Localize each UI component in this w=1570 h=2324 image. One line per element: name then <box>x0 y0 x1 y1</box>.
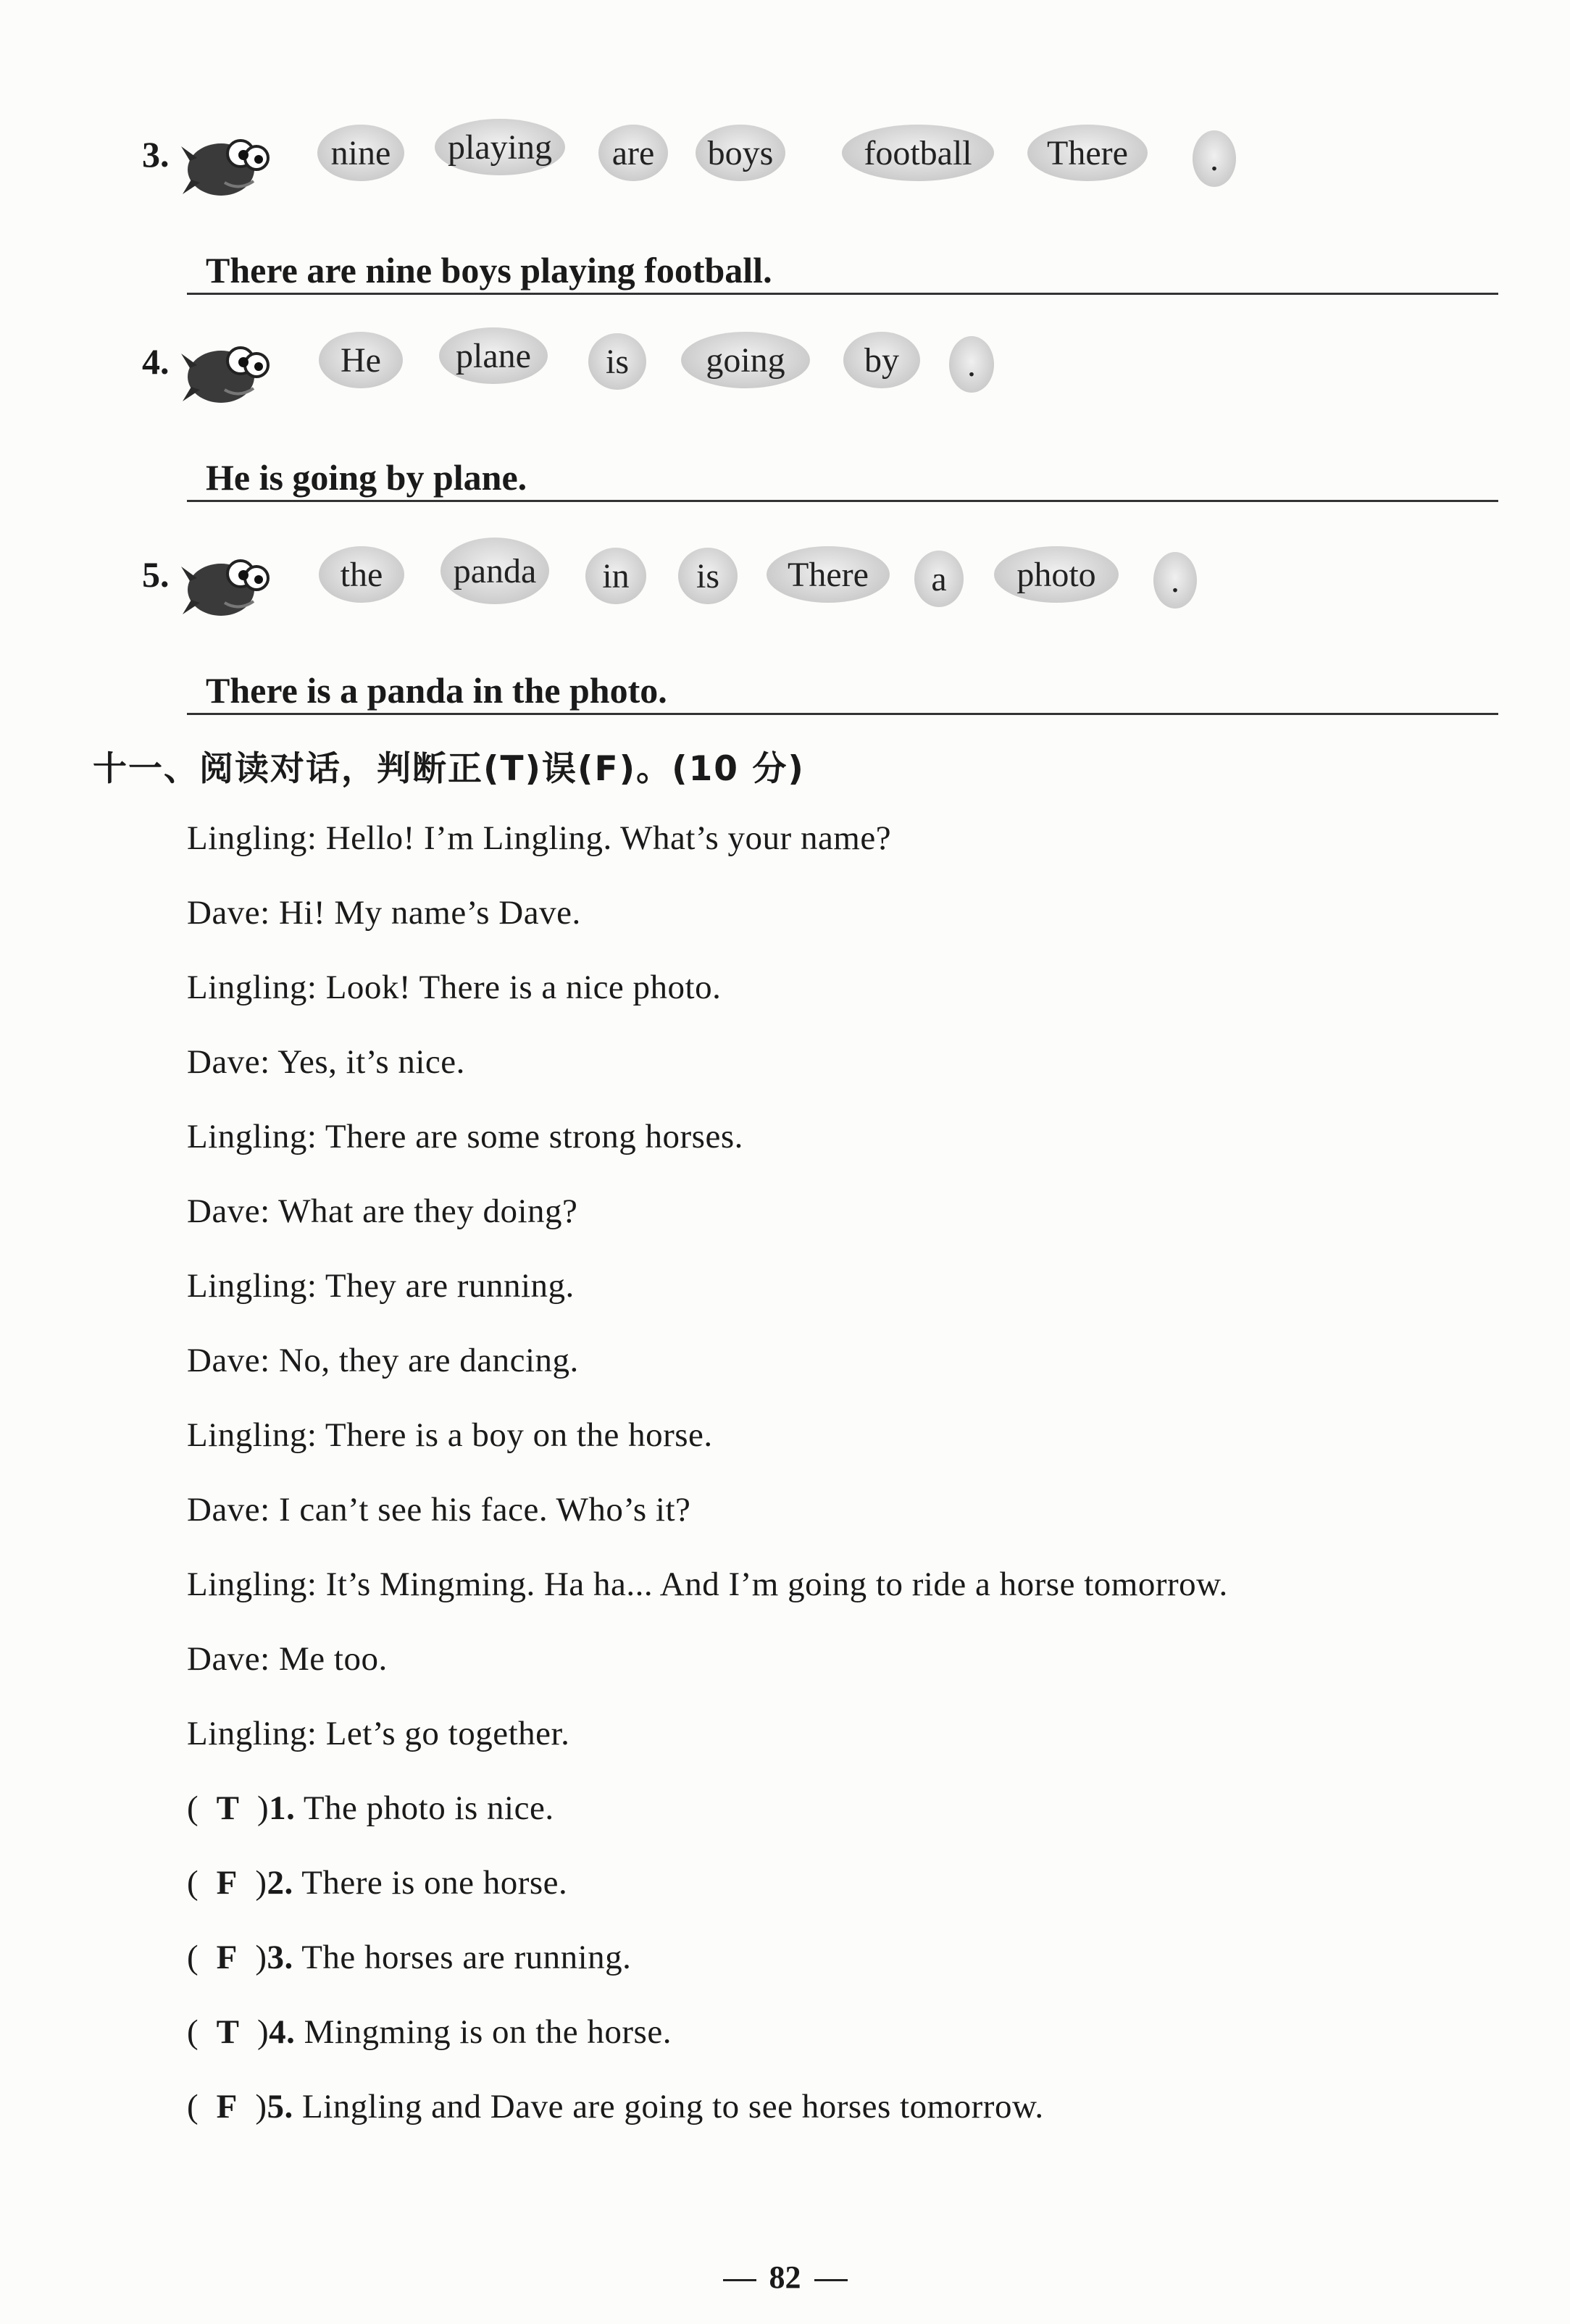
word-chip: in <box>585 548 646 604</box>
judgement-text: The photo is nice. <box>303 1789 554 1827</box>
question-number: 5. <box>142 554 170 595</box>
judgement-text: The horses are running. <box>301 1939 632 1976</box>
dialogue-text: It’s Mingming. Ha ha... And I’m going to ride a horse tomorrow. <box>325 1566 1228 1603</box>
dialogue-text: There are some strong horses. <box>325 1118 743 1155</box>
judgement-item: ( F )2. There is one horse. <box>187 1864 568 1902</box>
judgement-text: Lingling and Dave are going to see horses tomorrow. <box>302 2088 1044 2126</box>
dialogue-line: Lingling: Hello! I’m Lingling. What’s your name? <box>187 819 892 857</box>
dialogue-line: Dave: No, they are dancing. <box>187 1342 579 1379</box>
answer-text: He is going by plane. <box>206 457 527 498</box>
section-heading: 十一、阅读对话，判断正(T)误(F)。(10 分) <box>93 749 805 789</box>
question-number: 4. <box>142 341 170 382</box>
judgement-number: 1. <box>269 1789 296 1827</box>
word-chip: There <box>767 546 890 603</box>
word-chip: plane <box>439 327 548 384</box>
word-chip: football <box>842 125 994 181</box>
dialogue-text: Me too. <box>278 1640 388 1678</box>
dialogue-line: Dave: Hi! My name’s Dave. <box>187 894 581 932</box>
answer-line <box>187 242 1498 295</box>
dialogue-line: Dave: What are they doing? <box>187 1192 578 1230</box>
speaker-name: Dave <box>187 1342 261 1379</box>
judgement-answer: F <box>216 1939 238 1976</box>
answer-line <box>187 449 1498 502</box>
judgement-item: ( T )4. Mingming is on the horse. <box>187 2013 672 2051</box>
answer-text: There are nine boys playing football. <box>206 250 772 290</box>
speaker-name: Lingling <box>187 1118 307 1155</box>
dialogue-text: What are they doing? <box>278 1192 578 1230</box>
judgement-item: ( T )1. The photo is nice. <box>187 1789 554 1827</box>
speaker-name: Lingling <box>187 1715 307 1752</box>
word-chip: the <box>319 546 404 603</box>
judgement-answer: T <box>216 1789 240 1827</box>
word-chip: There <box>1027 125 1148 181</box>
speaker-name: Lingling <box>187 1566 307 1603</box>
speaker-name: Dave <box>187 1640 261 1678</box>
dash-right <box>814 2279 848 2281</box>
speaker-name: Dave <box>187 1043 261 1081</box>
speaker-name: Lingling <box>187 1416 307 1454</box>
judgement-item: ( F )5. Lingling and Dave are going to see horses tomorrow. <box>187 2088 1044 2126</box>
speaker-name: Lingling <box>187 969 307 1006</box>
dialogue-text: Yes, it’s nice. <box>277 1043 465 1081</box>
word-chip: going <box>681 332 810 388</box>
judgement-answer: F <box>216 1864 238 1902</box>
speaker-name: Dave <box>187 1192 261 1230</box>
judgement-number: 3. <box>267 1939 293 1976</box>
judgement-number: 2. <box>267 1864 293 1902</box>
word-chip: . <box>1193 130 1236 187</box>
speaker-name: Dave <box>187 894 261 932</box>
dialogue-text: They are running. <box>325 1267 575 1305</box>
dialogue-text: Look! There is a nice photo. <box>325 969 722 1006</box>
judgement-item: ( F )3. The horses are running. <box>187 1939 632 1976</box>
speaker-name: Dave <box>187 1491 261 1529</box>
speaker-name: Lingling <box>187 819 307 857</box>
answer-line <box>187 662 1498 715</box>
word-chip: photo <box>994 546 1119 603</box>
dialogue-line: Dave: I can’t see his face. Who’s it? <box>187 1491 691 1529</box>
fish-mascot-icon <box>181 332 275 411</box>
judgement-text: There is one horse. <box>301 1864 568 1902</box>
dialogue-line: Lingling: They are running. <box>187 1267 575 1305</box>
speaker-name: Lingling <box>187 1267 307 1305</box>
dialogue-line: Lingling: Look! There is a nice photo. <box>187 969 722 1006</box>
word-chip: a <box>914 551 964 607</box>
word-chip: playing <box>435 119 565 175</box>
dialogue-text: Hi! My name’s Dave. <box>278 894 581 932</box>
page-number <box>0 2259 1570 2296</box>
fish-mascot-icon <box>181 125 275 204</box>
word-chip: . <box>1153 552 1197 609</box>
question-number: 3. <box>142 134 170 175</box>
word-chip: by <box>843 332 920 388</box>
dialogue-text: Hello! I’m Lingling. What’s your name? <box>325 819 892 857</box>
dialogue-text: There is a boy on the horse. <box>325 1416 713 1454</box>
dialogue-line: Dave: Yes, it’s nice. <box>187 1043 465 1081</box>
dialogue-line: Lingling: Let’s go together. <box>187 1715 570 1752</box>
word-chip: panda <box>440 538 549 604</box>
judgement-answer: T <box>216 2013 240 2051</box>
dialogue-line: Lingling: It’s Mingming. Ha ha... And I’m going to ride a horse tomorrow. <box>187 1566 1228 1603</box>
word-chip: is <box>678 548 738 604</box>
judgement-answer: F <box>216 2088 238 2126</box>
judgement-number: 5. <box>267 2088 293 2126</box>
page-number-text: 82 <box>769 2260 801 2295</box>
dash-left <box>723 2279 756 2281</box>
judgement-text: Mingming is on the horse. <box>304 2013 672 2051</box>
word-chip: boys <box>696 125 785 181</box>
word-chip: . <box>949 336 994 393</box>
dialogue-text: No, they are dancing. <box>278 1342 579 1379</box>
dialogue-text: I can’t see his face. Who’s it? <box>278 1491 691 1529</box>
dialogue-line: Dave: Me too. <box>187 1640 388 1678</box>
fish-mascot-icon <box>181 545 275 624</box>
word-chip: He <box>319 332 403 388</box>
dialogue-line: Lingling: There is a boy on the horse. <box>187 1416 713 1454</box>
dialogue-line: Lingling: There are some strong horses. <box>187 1118 743 1155</box>
dialogue-text: Let’s go together. <box>325 1715 570 1752</box>
word-chip: are <box>598 125 668 181</box>
answer-text: There is a panda in the photo. <box>206 670 667 711</box>
word-chip: nine <box>317 125 404 181</box>
word-chip: is <box>588 333 646 390</box>
judgement-number: 4. <box>269 2013 296 2051</box>
